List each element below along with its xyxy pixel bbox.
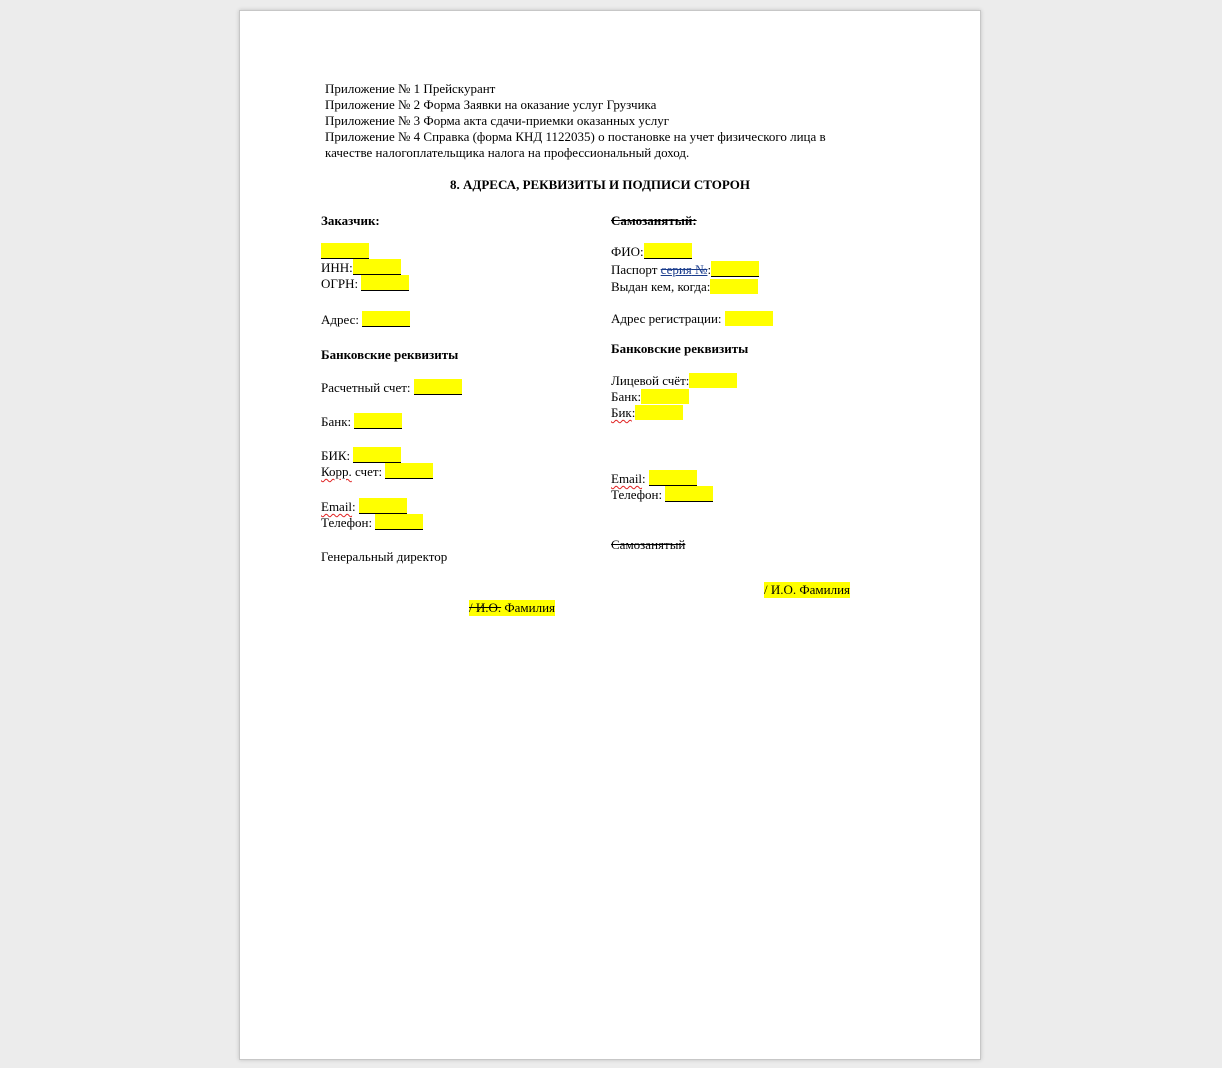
customer-director: Генеральный директор bbox=[321, 549, 448, 564]
contractor-email-label: Email bbox=[611, 471, 643, 486]
ogrn-field[interactable] bbox=[361, 275, 409, 291]
customer-signature[interactable] bbox=[469, 600, 555, 616]
contractor-bik-colon: : bbox=[631, 405, 636, 420]
appendix-4: Приложение № 4 Справка (форма КНД 1122035) о постановке на учет физического лица в bbox=[325, 129, 826, 144]
fio-label: ФИО: bbox=[611, 244, 644, 259]
customer-account-row bbox=[321, 379, 462, 396]
passport-field[interactable] bbox=[711, 261, 759, 277]
account-field[interactable] bbox=[414, 379, 462, 395]
reg-address-field[interactable] bbox=[725, 311, 773, 326]
contractor-phone-row bbox=[611, 486, 713, 503]
customer-address-row bbox=[321, 311, 410, 328]
phone-label: Телефон: bbox=[321, 515, 373, 530]
customer-name-field[interactable] bbox=[321, 243, 369, 259]
appendix-4-cont: качестве налогоплательщика налога на профессиональный доход. bbox=[325, 145, 690, 160]
contractor-issued-row bbox=[611, 279, 758, 295]
contractor-fio-row bbox=[611, 243, 692, 260]
contractor-bank-field[interactable] bbox=[641, 389, 689, 404]
customer-inn-row bbox=[321, 259, 401, 276]
document-page bbox=[239, 10, 981, 1060]
passport-number: № bbox=[691, 262, 708, 277]
passport-colon: : bbox=[707, 262, 712, 277]
issued-label: Выдан кем, когда: bbox=[611, 279, 711, 294]
address-field[interactable] bbox=[362, 311, 410, 327]
corr-label-rest: счет: bbox=[351, 464, 383, 479]
email-label: Email bbox=[321, 499, 353, 514]
contractor-email-row bbox=[611, 470, 697, 487]
passport-series: серия bbox=[660, 262, 692, 277]
contractor-signature[interactable]: / И.О. Фамилия bbox=[764, 582, 851, 597]
corr-field[interactable] bbox=[385, 463, 433, 479]
bik-field[interactable] bbox=[353, 447, 401, 463]
appendix-2: Приложение № 2 Форма Заявки на оказание услуг Грузчика bbox=[325, 97, 657, 112]
contractor-phone-label: Телефон: bbox=[611, 487, 663, 502]
contractor-bank-row bbox=[611, 389, 689, 405]
contractor-account-row bbox=[611, 373, 737, 389]
passport-label: Паспорт bbox=[611, 262, 661, 277]
personal-account-field[interactable] bbox=[689, 373, 737, 388]
customer-heading: Заказчик: bbox=[321, 213, 380, 228]
contractor-reg-row bbox=[611, 311, 773, 327]
inn-label: ИНН: bbox=[321, 260, 353, 275]
email-field[interactable] bbox=[359, 498, 407, 514]
contractor-email-colon: : bbox=[642, 471, 646, 486]
personal-account-label: Лицевой счёт: bbox=[611, 373, 690, 388]
address-label: Адрес: bbox=[321, 312, 359, 327]
contractor-heading-text: Самозанятый: bbox=[611, 213, 697, 228]
fio-field[interactable] bbox=[644, 243, 692, 259]
customer-bank-row bbox=[321, 413, 402, 430]
contractor-bik-row bbox=[611, 405, 683, 421]
customer-phone-row bbox=[321, 514, 423, 531]
appendix-3: Приложение № 3 Форма акта сдачи-приемки оказанных услуг bbox=[325, 113, 670, 128]
ogrn-label: ОГРН: bbox=[321, 276, 359, 291]
customer-email-row bbox=[321, 498, 407, 515]
email-colon: : bbox=[352, 499, 356, 514]
contractor-bik-field[interactable] bbox=[635, 405, 683, 420]
bank-field[interactable] bbox=[354, 413, 402, 429]
contractor-bik-label: Бик bbox=[611, 405, 632, 420]
contractor-phone-field[interactable] bbox=[665, 486, 713, 502]
customer-bank-heading: Банковские реквизиты bbox=[321, 347, 459, 362]
customer-name-row bbox=[321, 243, 369, 260]
account-label: Расчетный счет: bbox=[321, 380, 411, 395]
customer-ogrn-row bbox=[321, 275, 409, 292]
inn-field[interactable] bbox=[353, 259, 401, 275]
contractor-bank-heading: Банковские реквизиты bbox=[611, 341, 749, 356]
customer-corr-row bbox=[321, 463, 433, 480]
contractor-bank-label: Банк: bbox=[611, 389, 642, 404]
reg-address-label: Адрес регистрации: bbox=[611, 311, 722, 326]
contractor-heading bbox=[611, 213, 697, 229]
phone-field[interactable] bbox=[375, 514, 423, 530]
appendix-1: Приложение № 1 Прейскурант bbox=[325, 81, 496, 96]
signature-surname: Фамилия bbox=[501, 600, 556, 615]
contractor-signer bbox=[611, 537, 685, 553]
corr-label: Корр. bbox=[321, 464, 352, 479]
contractor-signer-text: Самозанятый bbox=[611, 537, 686, 552]
customer-bik-row bbox=[321, 447, 401, 464]
contractor-email-field[interactable] bbox=[649, 470, 697, 486]
bik-label: БИК: bbox=[321, 448, 351, 463]
section-title: 8. АДРЕСА, РЕКВИЗИТЫ И ПОДПИСИ СТОРОН bbox=[450, 177, 750, 192]
bank-label: Банк: bbox=[321, 414, 352, 429]
signature-initials: / И.О. bbox=[469, 600, 502, 615]
issued-field[interactable] bbox=[710, 279, 758, 294]
contractor-passport-row bbox=[611, 261, 759, 278]
